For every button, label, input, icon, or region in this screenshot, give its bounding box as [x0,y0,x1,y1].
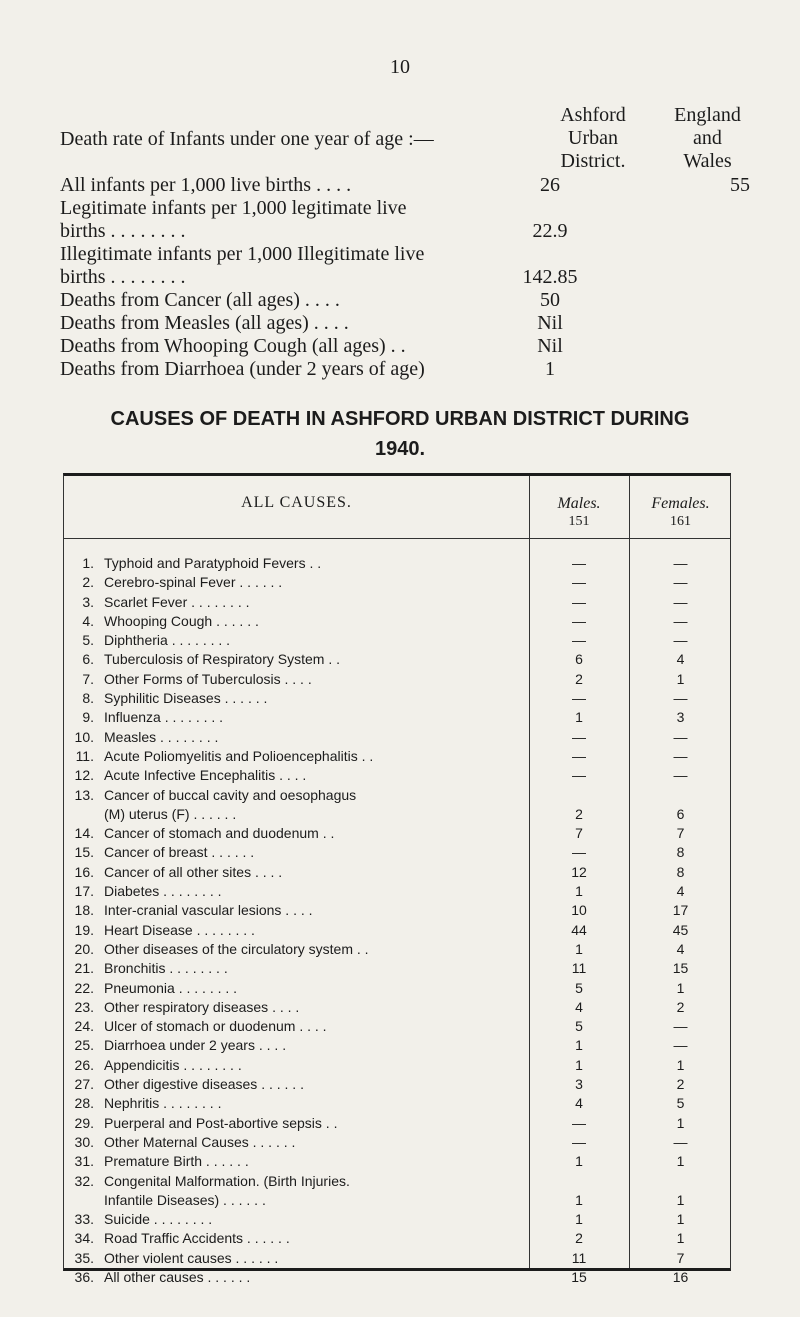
females-count: — [673,690,688,707]
table-row [64,863,732,882]
stat-row [60,220,750,243]
males-count: 4 [575,998,583,1015]
cause-number: 28. [74,1095,94,1112]
females-count: 4 [676,651,685,668]
table-row [64,728,732,747]
females-count: — [673,612,688,629]
table-row [64,1229,732,1248]
females-count: 45 [672,921,689,938]
cause-name: Premature Birth . . . . . . [104,1153,249,1170]
females-count: — [673,632,688,649]
females-count: 8 [676,844,685,861]
infant-death-rate-heading: Death rate of Infants under one year of age :— [60,128,434,150]
males-count: — [572,574,586,591]
females-count: — [673,1018,688,1035]
cause-name: Puerperal and Post-abortive sepsis . . [104,1114,338,1131]
females-count: — [673,574,688,591]
males-count: — [572,690,586,707]
cause-name: Diphtheria . . . . . . . . [104,632,231,649]
table-row [64,1056,732,1075]
page-number: 10 [390,56,410,78]
table-row [64,573,732,592]
cause-name: Other digestive diseases . . . . . . [104,1076,304,1093]
cause-number: 14. [74,825,94,842]
cause-name: Cerebro-spinal Fever . . . . . . [104,574,283,591]
stat-label: All infants per 1,000 live births . . . . [60,174,352,196]
cause-number: 13. [74,786,94,803]
cause-number: 9. [82,709,94,726]
cause-name: Other violent causes . . . . . . [104,1249,279,1266]
males-count: 1 [575,883,583,900]
females-count: — [673,1037,688,1054]
males-count: 2 [575,1230,583,1247]
females-count: 3 [676,709,685,726]
females-count: 2 [676,998,685,1015]
cause-number: 6. [82,651,94,668]
ashford-value: 26 [540,174,560,196]
males-count: — [572,593,586,610]
females-count: 1 [676,670,685,687]
cause-number: 20. [74,940,94,957]
england-wales-column-header: England and Wales [674,104,741,172]
cause-number: 25. [74,1037,94,1054]
males-count: 1 [575,1191,583,1208]
table-row [64,1017,732,1036]
males-count: 5 [575,979,583,996]
males-count: — [572,1114,586,1131]
females-count: 1 [676,1191,685,1208]
cause-number: 18. [74,902,94,919]
stat-row [60,243,750,266]
causes-of-death-table [63,473,731,1285]
males-total: 151 [568,514,590,529]
stat-row [60,174,750,197]
all-causes-header: ALL CAUSES. [241,494,352,511]
table-row [64,1075,732,1094]
cause-rows [64,554,732,1287]
table-row [64,612,732,631]
cause-name: Measles . . . . . . . . [104,728,219,745]
females-header: Females. 161 [629,494,732,530]
cause-name: Cancer of stomach and duodenum . . [104,825,335,842]
table-row [64,1172,732,1191]
table-row [64,1152,732,1171]
females-count: — [673,593,688,610]
stat-label: Legitimate infants per 1,000 legitimate live [60,197,407,219]
table-row [64,882,732,901]
females-count: 1 [676,1056,685,1073]
males-count: 1 [575,709,583,726]
cause-name: Diarrhoea under 2 years . . . . [104,1037,287,1054]
males-count: — [572,728,586,745]
cause-name: Congenital Malformation. (Birth Injuries. [104,1172,350,1189]
cause-name: Cancer of buccal cavity and oesophagus [104,786,357,803]
cause-number: 12. [74,767,94,784]
cause-number: 16. [74,863,94,880]
stat-label: births . . . . . . . . [60,266,186,288]
cause-name: Scarlet Fever . . . . . . . . [104,593,250,610]
stat-row [60,197,750,220]
ashford-value: 142.85 [522,266,578,288]
cause-name: Acute Infective Encephalitis . . . . [104,767,307,784]
table-row [64,843,732,862]
table-row [64,670,732,689]
cause-number: 3. [82,593,94,610]
header-rule [64,538,730,539]
cause-name: Inter-cranial vascular lesions . . . . [104,902,313,919]
cause-number: 7. [82,670,94,687]
table-row [64,901,732,920]
table-row [64,631,732,650]
england-value: 55 [730,174,750,196]
cause-number: 8. [82,690,94,707]
females-count: — [673,747,688,764]
females-count: 4 [676,883,685,900]
cause-number: 15. [74,844,94,861]
ashford-value: Nil [537,312,563,334]
stat-label: Deaths from Diarrhoea (under 2 years of age) [60,358,425,380]
table-row [64,940,732,959]
ashford-value: 1 [545,358,555,380]
stat-label: Illegitimate infants per 1,000 Illegitimate live [60,243,425,265]
stats-rows [60,174,750,381]
cause-name: Influenza . . . . . . . . [104,709,224,726]
males-count: 2 [575,670,583,687]
cause-name: Tuberculosis of Respiratory System . . [104,651,341,668]
table-row [64,1114,732,1133]
males-count: — [572,612,586,629]
cause-name: Suicide . . . . . . . . [104,1211,213,1228]
males-count: 7 [575,825,583,842]
cause-number: 31. [74,1153,94,1170]
table-row [64,824,732,843]
cause-name: Cancer of all other sites . . . . [104,863,283,880]
females-count: 17 [672,902,689,919]
males-count: 1 [575,1153,583,1170]
cause-number: 21. [74,960,94,977]
cause-name: Nephritis . . . . . . . . [104,1095,222,1112]
cause-number: 10. [74,728,94,745]
females-count: 15 [672,960,689,977]
table-row [64,689,732,708]
cause-name: Bronchitis . . . . . . . . [104,960,228,977]
table-row [64,805,732,824]
table-row [64,1133,732,1152]
stat-label: births . . . . . . . . [60,220,186,242]
table-row [64,1249,732,1268]
table-row [64,921,732,940]
cause-name: All other causes . . . . . . [104,1268,251,1285]
ashford-value: 22.9 [532,220,568,242]
males-count: 6 [575,651,583,668]
males-count: 4 [575,1095,583,1112]
ashford-value: Nil [537,335,563,357]
cause-number: 24. [74,1018,94,1035]
table-row [64,766,732,785]
females-count: 6 [676,805,685,822]
stat-row [60,335,750,358]
cause-name: Heart Disease . . . . . . . . [104,921,255,938]
cause-name: Typhoid and Paratyphoid Fevers . . [104,555,322,571]
cause-name: Acute Poliomyelitis and Polioencephalitis . . [104,747,374,764]
males-count: 3 [575,1076,583,1093]
males-header: Males. 151 [529,494,629,530]
table-row [64,708,732,727]
cause-number: 5. [82,632,94,649]
males-count: 15 [571,1268,587,1285]
cause-number: 35. [74,1249,94,1266]
males-count: 11 [571,1249,587,1266]
females-count: 1 [676,1230,685,1247]
table-row [64,650,732,669]
causes-of-death-title: CAUSES OF DEATH IN ASHFORD URBAN DISTRICT DURING 1940. [110,408,690,460]
cause-number: 29. [74,1114,94,1131]
males-count: — [572,747,586,764]
males-count: 1 [575,1056,583,1073]
cause-number: 11. [75,747,94,764]
table-row [64,998,732,1017]
table-row [64,1210,732,1229]
females-count: 1 [676,1153,685,1170]
females-count: 7 [676,1249,685,1266]
females-count: 1 [676,1114,685,1131]
stat-row [60,289,750,312]
females-count: — [673,1133,688,1150]
cause-number: 22. [74,979,94,996]
females-count: 5 [676,1095,685,1112]
males-count: — [572,1133,586,1150]
cause-name: Other Maternal Causes . . . . . . [104,1133,296,1150]
table-row [64,554,732,573]
cause-name: Road Traffic Accidents . . . . . . [104,1230,290,1247]
table-row [64,1191,732,1210]
females-count: 7 [676,825,685,842]
stat-row [60,358,750,381]
females-count: 1 [676,979,685,996]
table-row [64,959,732,978]
stat-label: Deaths from Cancer (all ages) . . . . [60,289,340,311]
cause-number: 2. [82,574,94,591]
cause-number: 32. [74,1172,94,1189]
table-row [64,979,732,998]
males-count: 10 [571,902,587,919]
females-count: 16 [672,1268,689,1285]
females-count: 1 [676,1211,685,1228]
cause-number: 36. [74,1268,94,1285]
table-row [64,1036,732,1055]
cause-name: Diabetes . . . . . . . . [104,883,222,900]
cause-number: 30. [74,1133,94,1150]
males-count: — [572,767,586,784]
cause-number: 34. [74,1230,94,1247]
females-count: 2 [676,1076,685,1093]
cause-name: Appendicitis . . . . . . . . [104,1056,242,1073]
males-count: 11 [571,960,587,977]
cause-name: Ulcer of stomach or duodenum . . . . [104,1018,327,1035]
cause-name: Other respiratory diseases . . . . [104,998,300,1015]
cause-number: 4. [82,612,94,629]
females-total: 161 [670,514,691,529]
stat-label: Deaths from Whooping Cough (all ages) . . [60,335,406,357]
males-count: 44 [571,921,587,938]
males-count: 5 [575,1018,583,1035]
females-count: — [673,767,688,784]
stat-row [60,312,750,335]
cause-name: Other Forms of Tuberculosis . . . . [104,670,312,687]
table-row [64,1268,732,1287]
table-row [64,786,732,805]
males-count: — [572,632,586,649]
ashford-column-header: Ashford Urban District. [560,104,626,172]
cause-name: Whooping Cough . . . . . . [104,612,259,629]
cause-name: Other diseases of the circulatory system . . [104,940,369,957]
cause-name: Infantile Diseases) . . . . . . [104,1191,266,1208]
females-count: 8 [676,863,685,880]
males-count: 1 [575,940,583,957]
males-count: 1 [575,1037,583,1054]
cause-number: 33. [74,1211,94,1228]
ashford-value: 50 [540,289,560,311]
cause-number: 17. [74,883,94,900]
cause-name: (M) uterus (F) . . . . . . [104,805,237,822]
males-count: 2 [575,805,583,822]
cause-number: 23. [74,998,94,1015]
cause-number: 1. [82,555,94,571]
table-row [64,1094,732,1113]
cause-number: 27. [74,1076,94,1093]
females-count: 4 [676,940,685,957]
cause-name: Syphilitic Diseases . . . . . . [104,690,268,707]
stat-row [60,266,750,289]
males-count: — [572,844,586,861]
table-row [64,747,732,766]
cause-name: Cancer of breast . . . . . . [104,844,255,861]
cause-number: 19. [74,921,94,938]
females-count: — [673,728,688,745]
stat-label: Deaths from Measles (all ages) . . . . [60,312,349,334]
males-count: 12 [571,863,587,880]
cause-name: Pneumonia . . . . . . . . [104,979,238,996]
table-row [64,593,732,612]
males-count: — [572,555,586,571]
cause-number: 26. [74,1056,94,1073]
males-count: 1 [575,1211,583,1228]
females-count: — [673,555,688,571]
